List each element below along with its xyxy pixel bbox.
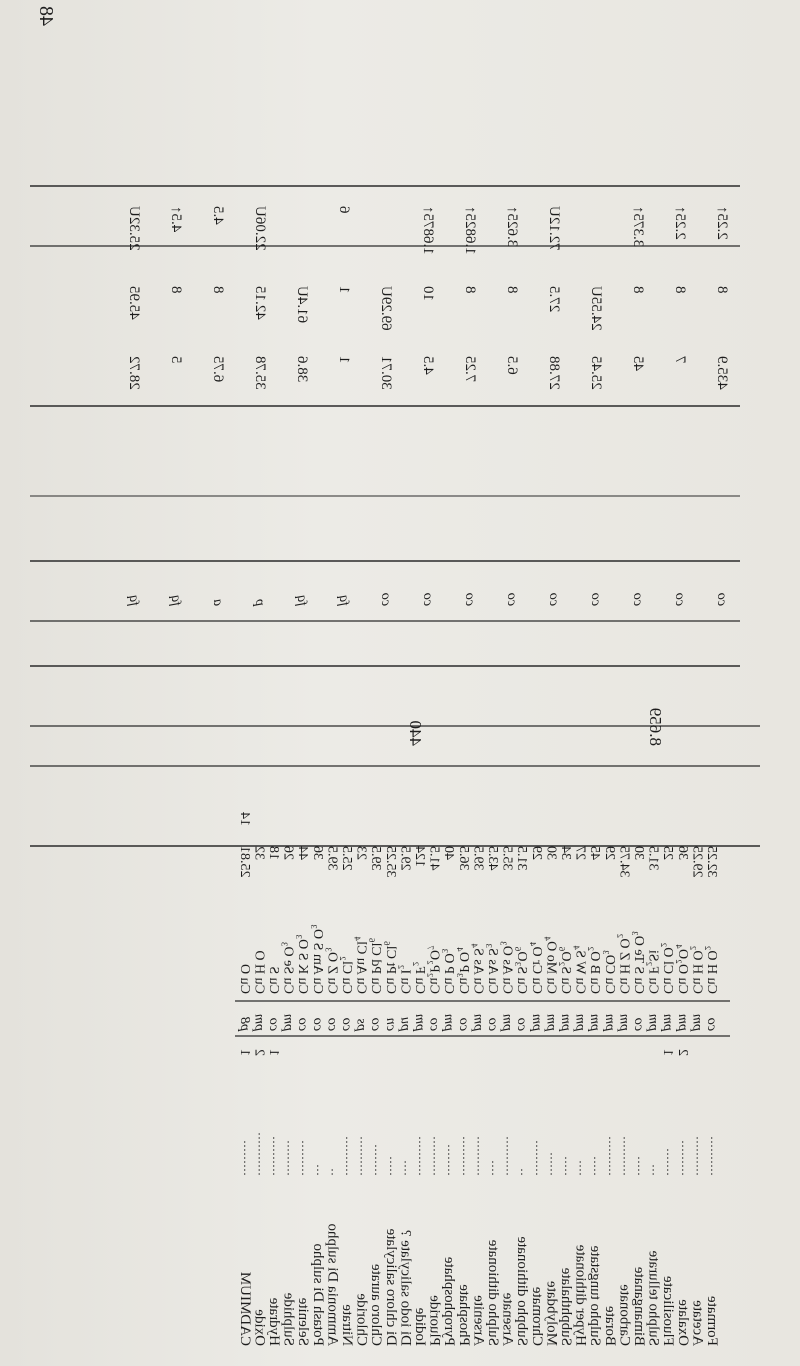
crystal-symbol: pu xyxy=(397,1017,413,1031)
right-value-e: 2.25↑ xyxy=(714,206,730,240)
mol-weight: 31.5 xyxy=(645,846,661,871)
formula: Cu F₂Si xyxy=(645,949,661,994)
formula: Cu CO₃ xyxy=(601,949,617,994)
formula: Cu Z O₃ xyxy=(324,947,340,994)
crystal-symbol: pm xyxy=(587,1013,603,1031)
compound-name: Subpho dithionate xyxy=(514,1236,531,1346)
leader-dots: ···· xyxy=(398,1160,413,1176)
mol-weight: 18 xyxy=(266,846,281,860)
compound-name: Fluosilicate xyxy=(660,1276,677,1346)
formula: Cu O xyxy=(236,964,252,994)
compound-name: Potash Di sulpho xyxy=(309,1243,326,1346)
crystal-symbol: co xyxy=(485,1017,500,1031)
right-value-c: 45 xyxy=(630,356,646,371)
formula: Cu As O₃ xyxy=(499,940,515,994)
right-symbol: p xyxy=(252,599,267,606)
leader-dots: ·········· xyxy=(602,1136,617,1176)
mol-weight: 31.5 xyxy=(514,846,530,871)
leader-dots: ·········· xyxy=(456,1136,471,1176)
leader-dots: ·········· xyxy=(500,1136,515,1176)
crystal-symbol: pm xyxy=(674,1013,690,1031)
right-value-c: 6.5 xyxy=(504,356,520,375)
compound-name: Chloro aurate xyxy=(368,1263,385,1346)
leader-dots: ·········· xyxy=(340,1136,354,1176)
mol-weight: 23 xyxy=(353,846,369,860)
compound-name: Nitrate xyxy=(339,1304,355,1346)
leader-dots: ········· xyxy=(296,1140,311,1176)
leader-dots: ·········· xyxy=(267,1136,281,1176)
right-value-d: 24.55U xyxy=(588,286,604,331)
leader-dots: ·········· xyxy=(471,1136,486,1176)
mol-weight: 34 xyxy=(558,846,573,860)
formula: Cu P O₃ xyxy=(441,948,457,994)
leader-dots: ·········· xyxy=(705,1136,719,1176)
right-value-d: 45.95 xyxy=(126,286,142,320)
mol-weight: 30 xyxy=(631,846,646,860)
leader-dots: ··· xyxy=(646,1164,661,1176)
crystal-symbol: co xyxy=(631,1017,646,1031)
right-value-d: 42.15 xyxy=(252,286,268,320)
compound-name: Oxalate xyxy=(674,1299,691,1346)
right-value-c: 7.25 xyxy=(462,356,478,383)
right-value-c: 35.78 xyxy=(252,356,268,390)
right-value-c: 435.9 xyxy=(714,356,730,390)
crystal-symbol: co xyxy=(324,1017,340,1031)
right-value-d: 27.5 xyxy=(546,286,562,313)
multiplier: 1 xyxy=(266,1049,281,1056)
right-symbol: co xyxy=(588,592,603,606)
right-value-d: 61.4U xyxy=(294,286,310,324)
leader-dots: ········· xyxy=(675,1140,690,1176)
middle-value-top: 8.659 xyxy=(646,707,665,746)
compound-name: Chromate xyxy=(528,1286,545,1346)
crystal-symbol: pm xyxy=(412,1013,427,1031)
right-value-e: 3.375↑ xyxy=(630,206,646,248)
formula: Cu As S₃ xyxy=(485,943,500,994)
leader-dots: ··········· xyxy=(252,1132,267,1176)
formula: Cu Se O₃ xyxy=(280,941,296,994)
crystal-symbol: pm xyxy=(280,1013,296,1031)
right-value-c: 5 xyxy=(168,356,184,364)
formula: Cu Cl₂ xyxy=(339,956,354,994)
right-symbol: co xyxy=(462,592,477,606)
compound-name: Oxide xyxy=(251,1309,268,1346)
right-value-c: 4.5 xyxy=(420,356,436,375)
right-symbol: fq xyxy=(126,595,141,606)
right-symbol: fq xyxy=(336,595,351,606)
leader-dots: ·········· xyxy=(690,1136,705,1176)
multiplier: 2 xyxy=(251,1049,267,1056)
right-value-d: 8 xyxy=(168,286,184,294)
leader-dots: ····· xyxy=(559,1156,573,1176)
crystal-symbol: co xyxy=(339,1017,354,1031)
leader-dots: ···· xyxy=(573,1160,588,1176)
mol-weight: 45 xyxy=(587,846,603,860)
mol-weight: 39.5 xyxy=(470,846,486,871)
compound-name: Ammonia Di sulpho xyxy=(324,1223,341,1346)
formula: Cu B O₂ xyxy=(587,946,603,994)
compound-name: Arsenite xyxy=(470,1295,487,1346)
leader-dots: ······· xyxy=(661,1148,676,1176)
compound-name: Subphthalate xyxy=(558,1267,574,1346)
right-symbol: co xyxy=(672,592,687,606)
formula: Cu Mo O₄ xyxy=(543,936,559,994)
right-value-d: 8 xyxy=(630,286,646,294)
formula: Cu As S₄ xyxy=(470,943,486,994)
right-value-c: 1 xyxy=(336,356,352,364)
formula: Cu S Te O₃ xyxy=(631,930,646,994)
leader-dots: ····· xyxy=(588,1156,603,1176)
crystal-symbol: pm xyxy=(572,1013,588,1031)
compound-name: Arsenate xyxy=(499,1292,516,1346)
right-symbol: co xyxy=(504,592,519,606)
mol-weight: 39.5 xyxy=(368,846,384,871)
crystal-symbol: pm xyxy=(528,1013,544,1031)
formula: Cu Au Cl₄ xyxy=(353,936,369,994)
leader-dots: ········· xyxy=(529,1140,544,1176)
right-value-c: 25.45 xyxy=(588,356,604,390)
right-symbol: fq xyxy=(168,595,183,606)
leader-dots: ·········· xyxy=(427,1136,442,1176)
formula: Cu S₂O₆ xyxy=(558,946,573,994)
formula: Cu O₂O₄ xyxy=(674,944,690,994)
compound-name: Molybdate xyxy=(543,1281,560,1346)
mol-weight: 29.5 xyxy=(397,846,413,871)
leader-dots: ········· xyxy=(237,1140,252,1176)
compound-name: Hyper dithionate xyxy=(572,1244,589,1346)
leader-dots: ·········· xyxy=(354,1136,369,1176)
crystal-symbol: co xyxy=(295,1017,311,1031)
multiplier: 1 xyxy=(236,1049,252,1056)
right-symbol: fq xyxy=(294,595,309,606)
formula: Cu W S₄ xyxy=(572,945,588,994)
compound-name: Sulpho tungstate xyxy=(587,1245,604,1346)
compound-name: Pyrophosphate xyxy=(441,1256,458,1346)
right-symbol: co xyxy=(420,592,435,606)
crystal-symbol: co xyxy=(426,1017,442,1031)
right-symbol: co xyxy=(630,592,645,606)
right-value-e: 22.06U xyxy=(252,206,268,251)
compound-name: Formate xyxy=(704,1296,720,1346)
right-value-d: 69.29U xyxy=(378,286,394,331)
crystal-symbol: co xyxy=(368,1017,384,1031)
leader-dots: ·········· xyxy=(617,1136,632,1176)
crystal-symbol: pm xyxy=(441,1013,457,1031)
crystal-symbol: ps xyxy=(353,1018,369,1031)
right-value-e: 2.25↑ xyxy=(672,206,688,240)
multiplier: 1 xyxy=(660,1049,676,1056)
formula: Cu Cr O₄ xyxy=(528,941,544,994)
compound-name: Hydrate xyxy=(266,1297,282,1346)
compound-name: Sulpho tellurate xyxy=(645,1250,662,1346)
mol-weight: 44 xyxy=(295,846,311,860)
leader-dots: ····· xyxy=(632,1156,646,1176)
right-symbol: a xyxy=(210,599,225,606)
mol-weight: 29.25 xyxy=(689,846,705,878)
formula: Cu Am S O₃ xyxy=(309,924,325,994)
mol-weight: 34.75 xyxy=(616,846,632,878)
right-symbol: co xyxy=(546,592,561,606)
right-value-d: 8 xyxy=(462,286,478,294)
mol-weight: 30 xyxy=(543,846,559,860)
formula: Cu₃P O₄ xyxy=(455,947,471,994)
formula: Cu H O₂ xyxy=(689,945,705,994)
right-value-c: 7 xyxy=(672,356,688,364)
mol-weight: 36 xyxy=(674,846,690,860)
leader-dots: ········ xyxy=(442,1144,457,1176)
crystal-symbol: co xyxy=(704,1017,719,1031)
right-symbol: co xyxy=(714,592,729,606)
formula: Cu H O xyxy=(251,950,267,994)
right-value-e: 72.12U xyxy=(546,206,562,251)
right-value-c: 28.72 xyxy=(126,356,142,390)
mol-weight: 29 xyxy=(528,846,544,860)
right-value-e: 3.625↑ xyxy=(504,206,520,248)
leader-dots: ········· xyxy=(281,1140,296,1176)
crystal-symbol: pm xyxy=(689,1013,705,1031)
leader-dots: ····· xyxy=(383,1156,398,1176)
mol-weight: 41.5 xyxy=(426,846,442,871)
formula: Cu I₂ xyxy=(397,964,413,994)
right-value-d: 1 xyxy=(336,286,352,294)
mol-weight: 25.5 xyxy=(339,846,354,871)
leader-dots: ·· xyxy=(325,1168,340,1176)
crystal-symbol: pm xyxy=(660,1013,676,1031)
crystal-symbol: cn xyxy=(382,1017,398,1031)
formula: Cu H O₂ xyxy=(704,945,719,994)
right-symbol: co xyxy=(378,592,393,606)
mol-weight: 43.5 xyxy=(485,846,500,871)
right-value-c: 6.75 xyxy=(210,356,226,383)
compound-name: CADMIUM xyxy=(236,1271,253,1346)
formula: Cu S₃O₆ xyxy=(514,946,530,994)
formula: Cu Pd Cl₆ xyxy=(368,937,384,994)
crystal-symbol: pm xyxy=(543,1013,559,1031)
right-value-e: 1.6875↑ xyxy=(420,206,436,255)
right-value-c: 38.6 xyxy=(294,356,310,383)
right-value-d: 8 xyxy=(672,286,688,294)
formula: Cu Pt Cl₆ xyxy=(382,940,398,994)
compound-name: Selenite xyxy=(295,1297,312,1346)
mol-weight: 39.5 xyxy=(324,846,340,871)
page-number: 48 xyxy=(35,6,57,26)
mol-weight: 32 xyxy=(251,846,267,860)
mol-weight: 29 xyxy=(601,846,617,860)
rotated-content xyxy=(30,6,760,1346)
crystal-symbol: pm xyxy=(616,1013,632,1031)
right-value-e: 4.5↑ xyxy=(168,206,184,233)
crystal-symbol: co xyxy=(514,1017,530,1031)
multiplier: 2 xyxy=(674,1049,690,1056)
compound-name: Sulphide xyxy=(280,1292,297,1346)
leader-dots: ·· xyxy=(515,1168,530,1176)
compound-name: Sulpho dithionate xyxy=(485,1239,501,1346)
leader-dots: ···· xyxy=(486,1160,500,1176)
mol-weight: 35.5 xyxy=(499,846,515,871)
compound-name: Di chloro salicylate xyxy=(382,1228,399,1346)
crystal-symbol: co xyxy=(309,1017,325,1031)
compound-name: Carbonate xyxy=(616,1284,633,1346)
compound-name: Acetate xyxy=(689,1300,706,1346)
mol-weight: 124 xyxy=(412,846,427,867)
mol-weight: 32.25 xyxy=(704,846,719,878)
right-value-c: 30.71 xyxy=(378,356,394,390)
right-value-d: 8 xyxy=(714,286,730,294)
right-value-e: 6 xyxy=(336,206,352,214)
formula: Cu H Z O₂ xyxy=(616,933,632,994)
mol-weight: 35.25 xyxy=(382,846,398,878)
right-value-e: 1.6825↑ xyxy=(462,206,478,255)
compound-name: Phosphate xyxy=(455,1284,472,1346)
crystal-symbol: pm xyxy=(601,1013,617,1031)
mol-weight: 26 xyxy=(280,846,296,860)
formula: Cu S xyxy=(266,966,281,994)
middle-value-bottom: 440 xyxy=(406,720,425,746)
extra-value: 14 xyxy=(236,812,252,826)
leader-dots: ······ xyxy=(544,1152,559,1176)
crystal-symbol: p8 xyxy=(236,1017,252,1031)
crystal-symbol: co xyxy=(266,1017,281,1031)
mol-weight: 25 xyxy=(660,846,676,860)
right-value-e: 4.5 xyxy=(210,206,226,225)
formula: Cu Cl O₂ xyxy=(660,942,676,994)
leader-dots: ·········· xyxy=(413,1136,427,1176)
compound-name: Chloride xyxy=(353,1293,370,1346)
right-value-c: 27.88 xyxy=(546,356,562,390)
crystal-symbol: pm xyxy=(645,1013,661,1031)
compound-name: Di iodo salicylate ? xyxy=(397,1229,414,1346)
mol-weight: 27 xyxy=(572,846,588,860)
right-value-e: 25.32U xyxy=(126,206,142,251)
crystal-symbol: pm xyxy=(558,1013,573,1031)
crystal-symbol: pm xyxy=(470,1013,486,1031)
compound-name: Pluoride xyxy=(426,1295,443,1346)
compound-name: Bimanganate xyxy=(631,1266,647,1346)
formula: Cu₂P₂O₇ xyxy=(426,945,442,994)
mol-weight: 25.81 xyxy=(236,846,252,878)
leader-dots: ········ xyxy=(369,1144,384,1176)
compound-name: Borate xyxy=(601,1306,618,1346)
crystal-symbol: pm xyxy=(251,1013,267,1031)
mol-weight: 40 xyxy=(441,846,457,860)
compound-name: Iodide xyxy=(412,1307,428,1346)
right-value-d: 8 xyxy=(210,286,226,294)
right-value-d: 8 xyxy=(504,286,520,294)
crystal-symbol: co xyxy=(455,1017,471,1031)
right-value-d: 10 xyxy=(420,286,436,301)
crystal-symbol: pm xyxy=(499,1013,515,1031)
mol-weight: 36 xyxy=(309,846,325,860)
formula: Cu K S O₃ xyxy=(295,934,311,994)
mol-weight: 36.5 xyxy=(455,846,471,871)
leader-dots: ··· xyxy=(310,1164,325,1176)
formula: Cu F₂ xyxy=(412,961,427,994)
